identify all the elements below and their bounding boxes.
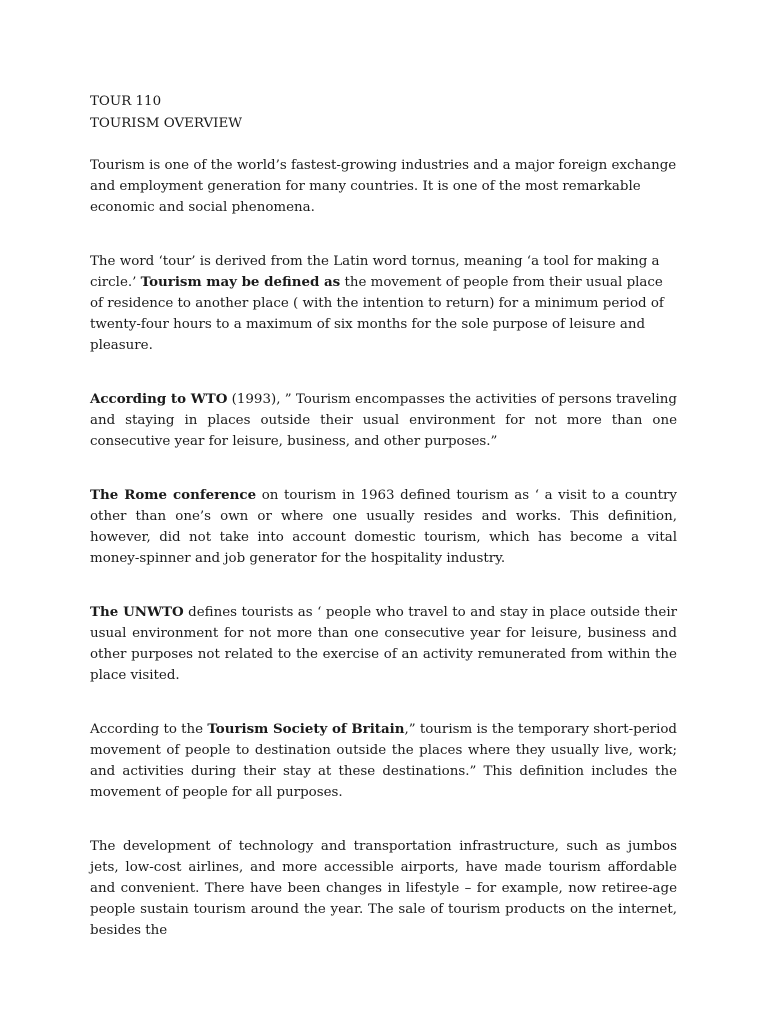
paragraph-unwto-text: defines tourists as ‘ people who travel to and stay in place outside their usual environment for not more than one consecutive year for leisure, business and other purposes not related to the exercise of an activity remunerated from within the place visited.: [90, 605, 678, 683]
paragraph-definition-bold: Tourism may be defined as: [140, 274, 341, 290]
paragraph-wto-bold: According to WTO: [90, 391, 228, 407]
paragraph-society-bold: Tourism Society of Britain: [207, 721, 405, 737]
paragraph-definition-text-b: the movement of people from their usual place of residence to another place ( with the intention to return) for a minimum period of twenty-four hours to a maximum of six months for the sole purpose of leisure and pleasure.: [90, 275, 664, 353]
paragraph-unwto-bold: The UNWTO: [90, 604, 184, 620]
paragraph-society-text-a: According to the: [90, 722, 208, 737]
course-title: TOURISM OVERVIEW: [90, 116, 242, 131]
paragraph-definition-text-a: The word ‘tour’ is derived from the Latin word tornus, meaning ‘a tool for making a circle.’: [90, 254, 660, 290]
course-code: TOUR 110: [90, 94, 162, 109]
paragraph-tourism-society: [90, 719, 677, 803]
paragraph-definition: [90, 251, 677, 356]
paragraph-intro: [90, 155, 677, 218]
paragraph-intro-text: Tourism is one of the world’s fastest-growing industries and a major foreign exchange and employment generation for many countries. It is one of the most remarkable economic and social phenomena.: [90, 158, 677, 215]
paragraph-rome-text: on tourism in 1963 defined tourism as ‘ a visit to a country other than one’s own or where one usually resides and works. This definition, however, did not take into account domestic tourism, which has become a vital money-spinner and job generator for the hospitality industry.: [90, 488, 677, 566]
paragraph-rome-bold: The Rome conference: [90, 487, 257, 503]
paragraph-rome-conference: [90, 485, 677, 569]
document-page: [90, 91, 677, 941]
paragraph-unwto: [90, 602, 677, 686]
paragraph-development: [90, 836, 677, 941]
paragraph-development-text: The development of technology and transportation infrastructure, such as jumbos jets, low-cost airlines, and more accessible airports, have made tourism affordable and convenient. There have been changes in lifestyle – for example, now retiree-age people sustain tourism around the year. The sale of tourism products on the internet, besides the: [90, 839, 677, 938]
paragraph-wto-text: (1993), ” Tourism encompasses the activities of persons traveling and staying in places outside their usual environment for not more than one consecutive year for leisure, business, and other purposes.”: [90, 392, 677, 449]
paragraph-wto: [90, 389, 677, 452]
paragraph-society-text-b: ,” tourism is the temporary short-period movement of people to destination outside the places where they usually live, work; and activities during their stay at these destinations.” This definition includes the movement of people for all purposes.: [90, 722, 677, 800]
